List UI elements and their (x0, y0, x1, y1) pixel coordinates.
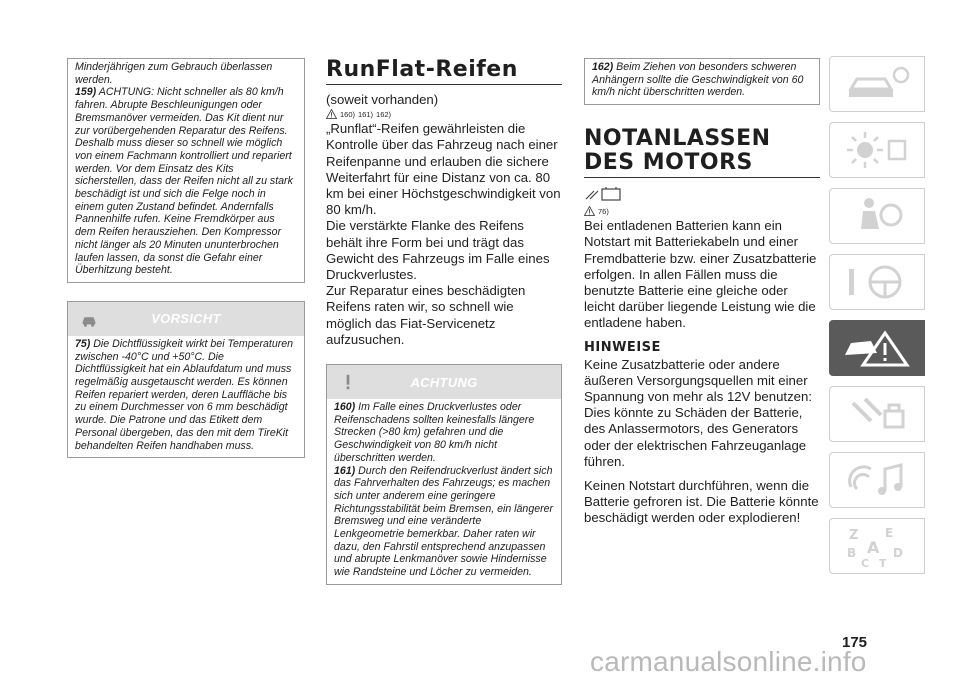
tab-steering-key[interactable] (829, 254, 925, 310)
achtung-item-160: 160) Im Falle eines Druckverlustes oder Reifenschadens sollten keinesfalls längere Strecken (>80 km) gefahren und die Geschwindigkeit von 80 km/h nicht überschritten werden. (334, 401, 535, 464)
warning-lights-icon (841, 127, 913, 173)
achtung-box (326, 364, 562, 585)
warning-item-159: 159) ACHTUNG: Nicht schneller als 80 km/h fahren. Abrupte Beschleunigungen oder Bremsmanöver vermeiden. Das Kit dient nur zur vorübergehenden Reparatur des Reifens. Deshalb muss dieser so schnell wie möglich von einem Fachmann kontrolliert und repariert werden. Vor dem Einsatz des Kits sicherstellen, dass der Reifen nicht all zu stark beschädigt ist und sich die Felge noch in einem guten Zustand befindet. Andernfalls Pannenhilfe rufen. Keine Fremdkörper aus dem Reifen herausziehen. Den Kompressor nicht länger als 20 Minuten ununterbrochen laufen lassen, da sonst die Gefahr einer Überhitzung besteht. (75, 86, 293, 277)
ref-162: 162) (376, 109, 392, 119)
index-letters-icon (841, 523, 913, 569)
battery-start-icons (584, 185, 820, 205)
svg-text:Z: Z (849, 528, 859, 543)
steering-wheel-key-icon (841, 259, 913, 305)
warning-162-box (584, 58, 820, 105)
achtung-header (327, 365, 561, 399)
section-heading: RunFlat-Reifen (326, 57, 518, 82)
warning-triangle-icon (326, 109, 337, 119)
notanlassen-heading-block (584, 127, 820, 178)
column-right (584, 58, 820, 527)
battery-cable-icon (584, 185, 624, 203)
maintenance-icon (841, 391, 913, 437)
airbag-safety-icon (841, 193, 913, 239)
multimedia-icon (841, 457, 913, 503)
hinweise-paragraph-1: Keine Zusatzbatterie oder andere äußeren Versorgungsquellen mit einer Spannung von mehr als 12V benutzen: Dies könnte zu Schäden der Batterie, des Anlassermotors, des Generators oder der elektrischen Fahrzeuganlage führen. (584, 356, 813, 469)
ref-160: 160) (340, 109, 356, 119)
svg-text:B: B (847, 546, 857, 560)
tab-index[interactable] (829, 518, 925, 574)
ref-76: 76) (598, 206, 609, 216)
tab-multimedia[interactable] (829, 452, 925, 508)
tab-airbag-safety[interactable] (829, 188, 925, 244)
svg-text:E: E (885, 526, 894, 540)
notanlassen-paragraph: Bei entladenen Batterien kann ein Notstart mit Batteriekabeln und einer Fremdbatterie bzw. einer Zusatzbatterie erfolgen. In allen Fällen muss die benutzte Batterie eine gleiche oder leicht darüber liegende Leistung wie die entladene haben. (584, 218, 817, 331)
tab-car-info[interactable] (829, 56, 925, 112)
emergency-car-icon (841, 325, 913, 371)
car-info-icon (841, 61, 913, 107)
runflat-paragraph-3: Zur Reparatur eines beschädigten Reifens raten wir, so schnell wie möglich das Fiat-Servicenetz aufzusuchen. (326, 283, 526, 347)
continuation-text: Minderjährigen zum Gebrauch überlassen werden. (75, 61, 273, 86)
achtung-title: ACHTUNG (410, 374, 478, 390)
vorsicht-header (68, 302, 304, 336)
tab-warning-lights[interactable] (829, 122, 925, 178)
runflat-paragraph-1: „Runflat“-Reifen gewährleisten die Kontrolle über das Fahrzeug nach einer Reifenpanne und erlauben die sichere Weiterfahrt für eine Distanz von ca. 80 km bei einer Höchstgeschwindigkeit von 80 km/h. (326, 121, 561, 218)
svg-text:T: T (879, 557, 887, 569)
svg-text:C: C (861, 557, 870, 569)
svg-text:D: D (893, 546, 903, 560)
warning-continuation-box (67, 58, 305, 283)
runflat-paragraph-2: Die verstärkte Flanke des Reifens behält ihre Form bei und trägt das Gewicht des Fahrzeugs im Falle eines Druckverlustes. (326, 218, 550, 283)
reference-markers (326, 109, 562, 119)
column-middle (326, 58, 562, 585)
watermark: carmanualsonline.info (590, 646, 867, 677)
caution-triangle-icon (584, 206, 595, 216)
tab-maintenance[interactable] (829, 386, 925, 442)
exclamation-icon (339, 373, 357, 391)
runflat-heading-block (326, 58, 562, 85)
page-number: 175 (842, 634, 868, 651)
reference-markers-76 (584, 206, 820, 216)
svg-text:A: A (867, 538, 880, 557)
vorsicht-box (67, 301, 305, 458)
hinweise-paragraph-2: Keinen Notstart durchführen, wenn die Batterie gefroren ist. Die Batterie könnte beschädigt werden oder explodieren! (584, 477, 819, 526)
notanlassen-heading: NOTANLASSEN DES MOTORS (584, 126, 771, 176)
achtung-item-161: 161) Durch den Reifendruckverlust ändert sich das Fahrverhalten des Fahrzeugs; es machen sich unter anderem eine geringere Richtungsstabilität beim Bremsen, ein längerer Bremsweg und eine veränderte Lenkgeometrie bemerkbar. Daher raten wir dazu, den Fahrstil entsprechend anzupassen und abrupte Lenkmanöver sowie Hindernisse wie Randsteine und Löcher zu vermeiden. (334, 464, 554, 579)
vorsicht-title: VORSICHT (151, 311, 221, 327)
vorsicht-item-75: 75) Die Dichtflüssigkeit wirkt bei Temperaturen zwischen -40°C und +50°C. Die Dichtflüssigkeit hat ein Ablaufdatum und muss regelmäßig ausgetauscht werden. Es können Reifen repariert werden, deren Lauffläche bis zu einem Durchmesser von 6 mm beschädigt wurde. Die Patrone und das Etikett dem Personal übergeben, das den mit dem TireKit behandelten Reifen handhaben muss. (75, 337, 294, 452)
car-caution-icon (80, 310, 98, 328)
warning-item-162: 162) Beim Ziehen von besonders schweren Anhängern sollte die Geschwindigkeit von 60 km/h nicht überschritten werden. (592, 61, 804, 99)
hinweise-heading: HINWEISE (584, 339, 661, 355)
tab-emergency[interactable] (829, 320, 925, 376)
ref-161: 161) (358, 109, 374, 119)
section-subheading: (soweit vorhanden) (326, 92, 439, 107)
chapter-tabs (829, 56, 925, 584)
column-left (67, 58, 305, 458)
